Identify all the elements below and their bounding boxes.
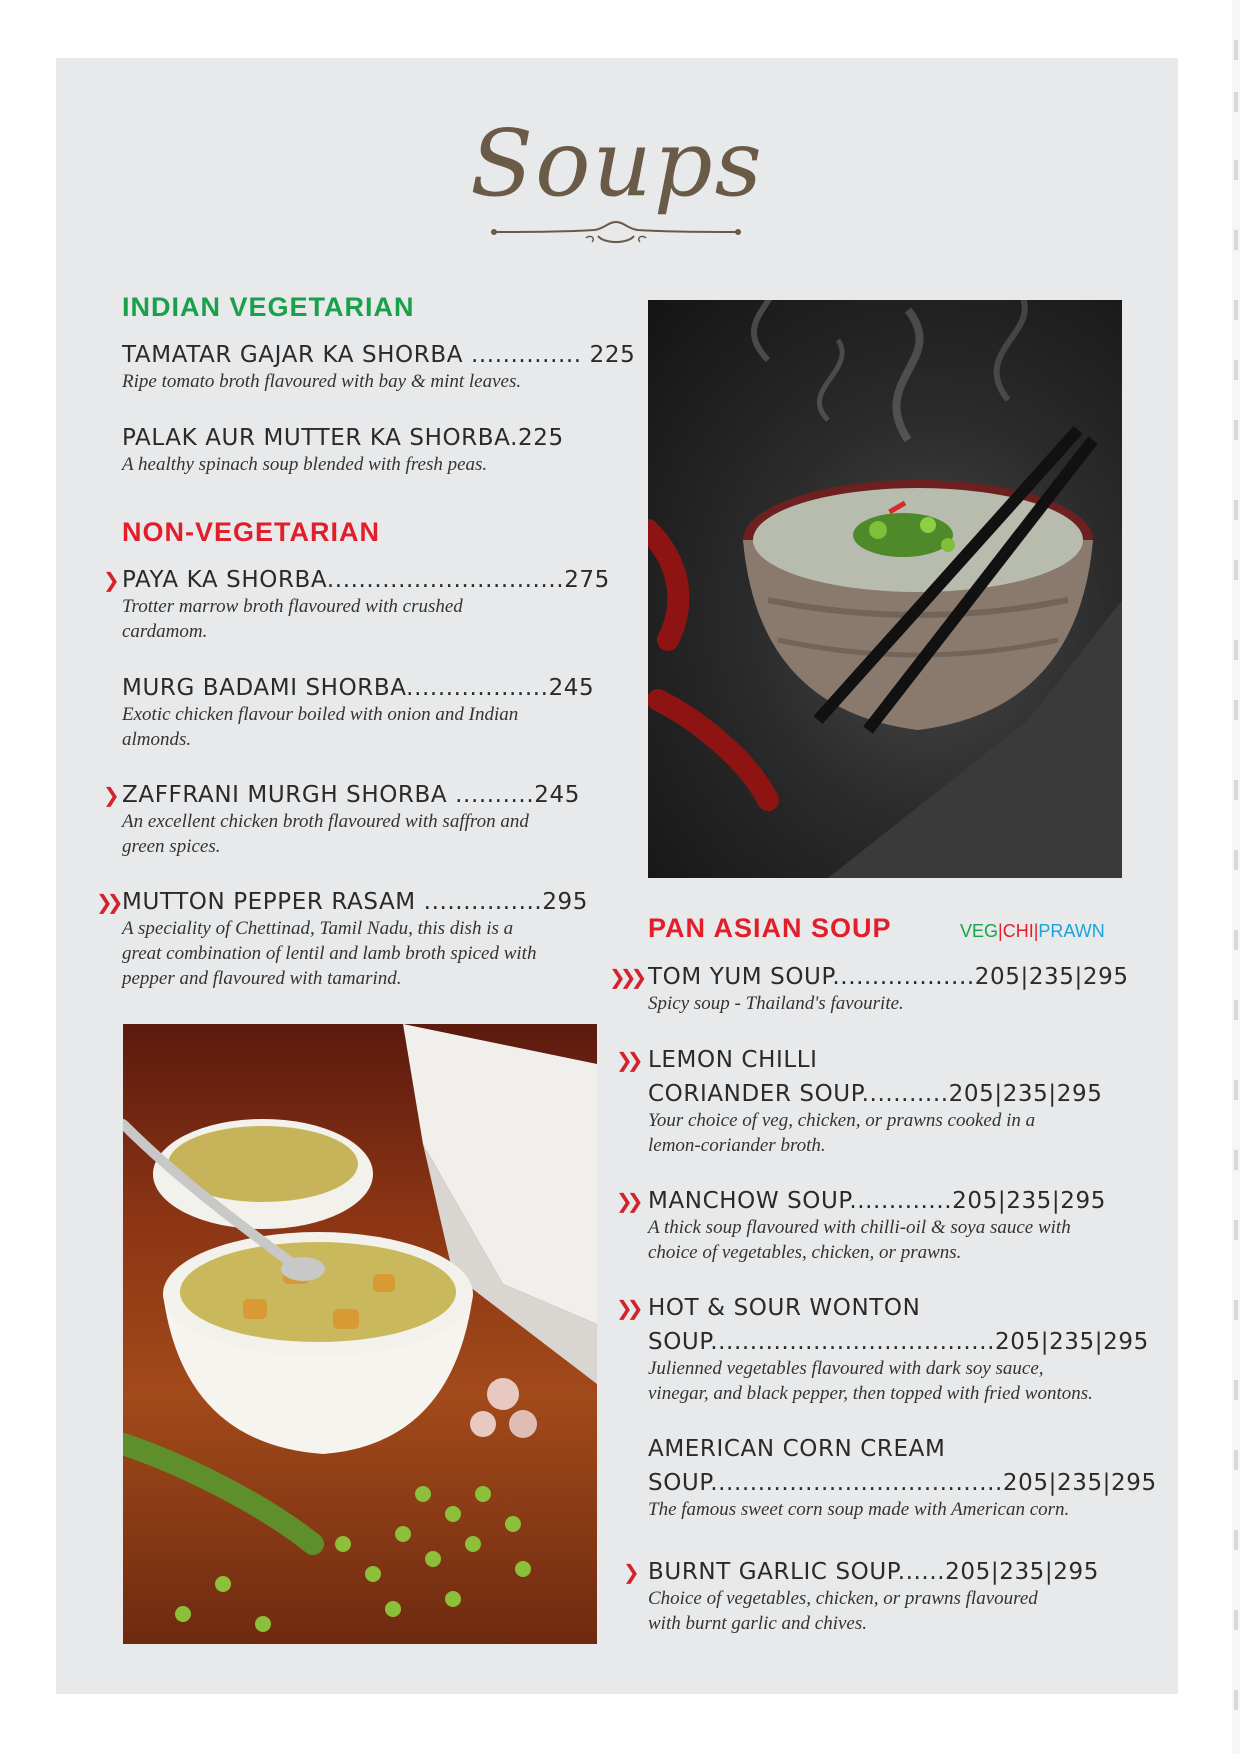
menu-item-zaffrani-murgh (122, 778, 580, 859)
item-name-price: CORIANDER SOUP...........205|235|295 (648, 1081, 1103, 1107)
item-name-price: MANCHOW SOUP.............205|235|295 (648, 1188, 1106, 1214)
item-description: Ripe tomato broth flavoured with bay & mint leaves. (122, 371, 522, 392)
item-description-cont: great combination of lentil and lamb broth spiced with (122, 943, 537, 964)
item-name-price: MUTTON PEPPER RASAM ...............295 (122, 889, 589, 915)
heading-non-vegetarian: NON-VEGETARIAN (122, 517, 381, 547)
heading-indian-vegetarian: INDIAN VEGETARIAN (122, 292, 415, 322)
item-name-price: TAMATAR GAJAR KA SHORBA .............. 225 (122, 342, 636, 368)
item-description: A healthy spinach soup blended with fresh peas. (122, 454, 488, 475)
item-description: Your choice of veg, chicken, or prawns cooked in a (648, 1110, 1036, 1131)
item-description: A speciality of Chettinad, Tamil Nadu, this dish is a (122, 918, 514, 939)
price-legend (960, 921, 1105, 942)
item-name-price: BURNT GARLIC SOUP......205|235|295 (648, 1559, 1099, 1585)
item-name-price: SOUP....................................205|235|295 (648, 1329, 1149, 1355)
menu-item-burnt-garlic-soup (648, 1555, 1099, 1636)
menu-item-mutton-pepper-rasam (122, 885, 588, 991)
pea-soup-photo (123, 1024, 597, 1644)
item-description: Julienned vegetables flavoured with dark soy sauce, (648, 1358, 1044, 1379)
item-description: Exotic chicken flavour boiled with onion and Indian (122, 704, 519, 725)
item-description: Choice of vegetables, chicken, or prawns flavoured (648, 1588, 1038, 1609)
item-name-price: TOM YUM SOUP..................205|235|295 (648, 964, 1129, 990)
item-name-price: ZAFFRANI MURGH SHORBA ..........245 (122, 782, 580, 808)
item-description: An excellent chicken broth flavoured with saffron and (122, 811, 529, 832)
item-name-price: PALAK AUR MUTTER KA SHORBA.225 (122, 425, 564, 451)
page-edge-strip (1232, 0, 1240, 1754)
chilli-icon: ❯ (623, 1560, 634, 1584)
menu-item-lemon-chilli-coriander (648, 1043, 1102, 1158)
item-description-cont: choice of vegetables, chicken, or prawns. (648, 1242, 962, 1263)
chilli-icon: ❯❯ (96, 890, 118, 914)
item-description-cont: lemon-coriander broth. (648, 1135, 826, 1156)
chilli-icon: ❯❯ (616, 1189, 638, 1213)
title-flourish-ornament (486, 208, 746, 248)
item-description: Trotter marrow broth flavoured with crushed (122, 596, 463, 617)
item-description-cont: green spices. (122, 836, 221, 857)
menu-item-tamatar-gajar (122, 338, 635, 394)
chilli-icon: ❯❯❯ (609, 965, 642, 989)
page-title: Soups (470, 110, 764, 217)
heading-pan-asian-soup: PAN ASIAN SOUP (648, 913, 892, 943)
item-description: Spicy soup - Thailand's favourite. (648, 993, 904, 1014)
menu-item-manchow-soup (648, 1184, 1106, 1265)
legend-separator: | (1033, 921, 1039, 941)
chilli-icon: ❯ (103, 783, 114, 807)
legend-veg: VEG (960, 921, 999, 941)
item-name-price: SOUP.....................................205|235|295 (648, 1470, 1157, 1496)
menu-item-hot-sour-wonton (648, 1291, 1149, 1406)
item-description-cont: with burnt garlic and chives. (648, 1613, 868, 1634)
chilli-icon: ❯❯ (616, 1048, 638, 1072)
legend-chicken: CHI (1002, 921, 1034, 941)
noodle-soup-photo (648, 300, 1122, 878)
menu-page (56, 58, 1178, 1694)
item-description: A thick soup flavoured with chilli-oil & soya sauce with (648, 1217, 1071, 1238)
item-name: LEMON CHILLI (648, 1047, 818, 1073)
legend-separator: | (998, 921, 1003, 941)
item-description-cont: pepper and flavoured with tamarind. (122, 968, 402, 989)
item-name: HOT & SOUR WONTON (648, 1295, 921, 1321)
item-description-cont: vinegar, and black pepper, then topped with fried wontons. (648, 1383, 1093, 1404)
menu-item-paya-ka-shorba (122, 563, 610, 644)
chilli-icon: ❯ (103, 568, 114, 592)
item-description-cont: cardamom. (122, 621, 208, 642)
legend-prawn: PRAWN (1038, 921, 1105, 941)
menu-item-palak-mutter (122, 421, 564, 477)
menu-item-american-corn-cream (648, 1432, 1157, 1522)
item-name: AMERICAN CORN CREAM (648, 1436, 946, 1462)
item-description-cont: almonds. (122, 729, 192, 750)
menu-item-murg-badami (122, 671, 594, 752)
item-name-price: PAYA KA SHORBA..............................275 (122, 567, 610, 593)
item-name-price: MURG BADAMI SHORBA..................245 (122, 675, 595, 701)
chilli-icon: ❯❯ (616, 1296, 638, 1320)
item-description: The famous sweet corn soup made with American corn. (648, 1499, 1070, 1520)
menu-item-tom-yum-soup (648, 960, 1129, 1016)
